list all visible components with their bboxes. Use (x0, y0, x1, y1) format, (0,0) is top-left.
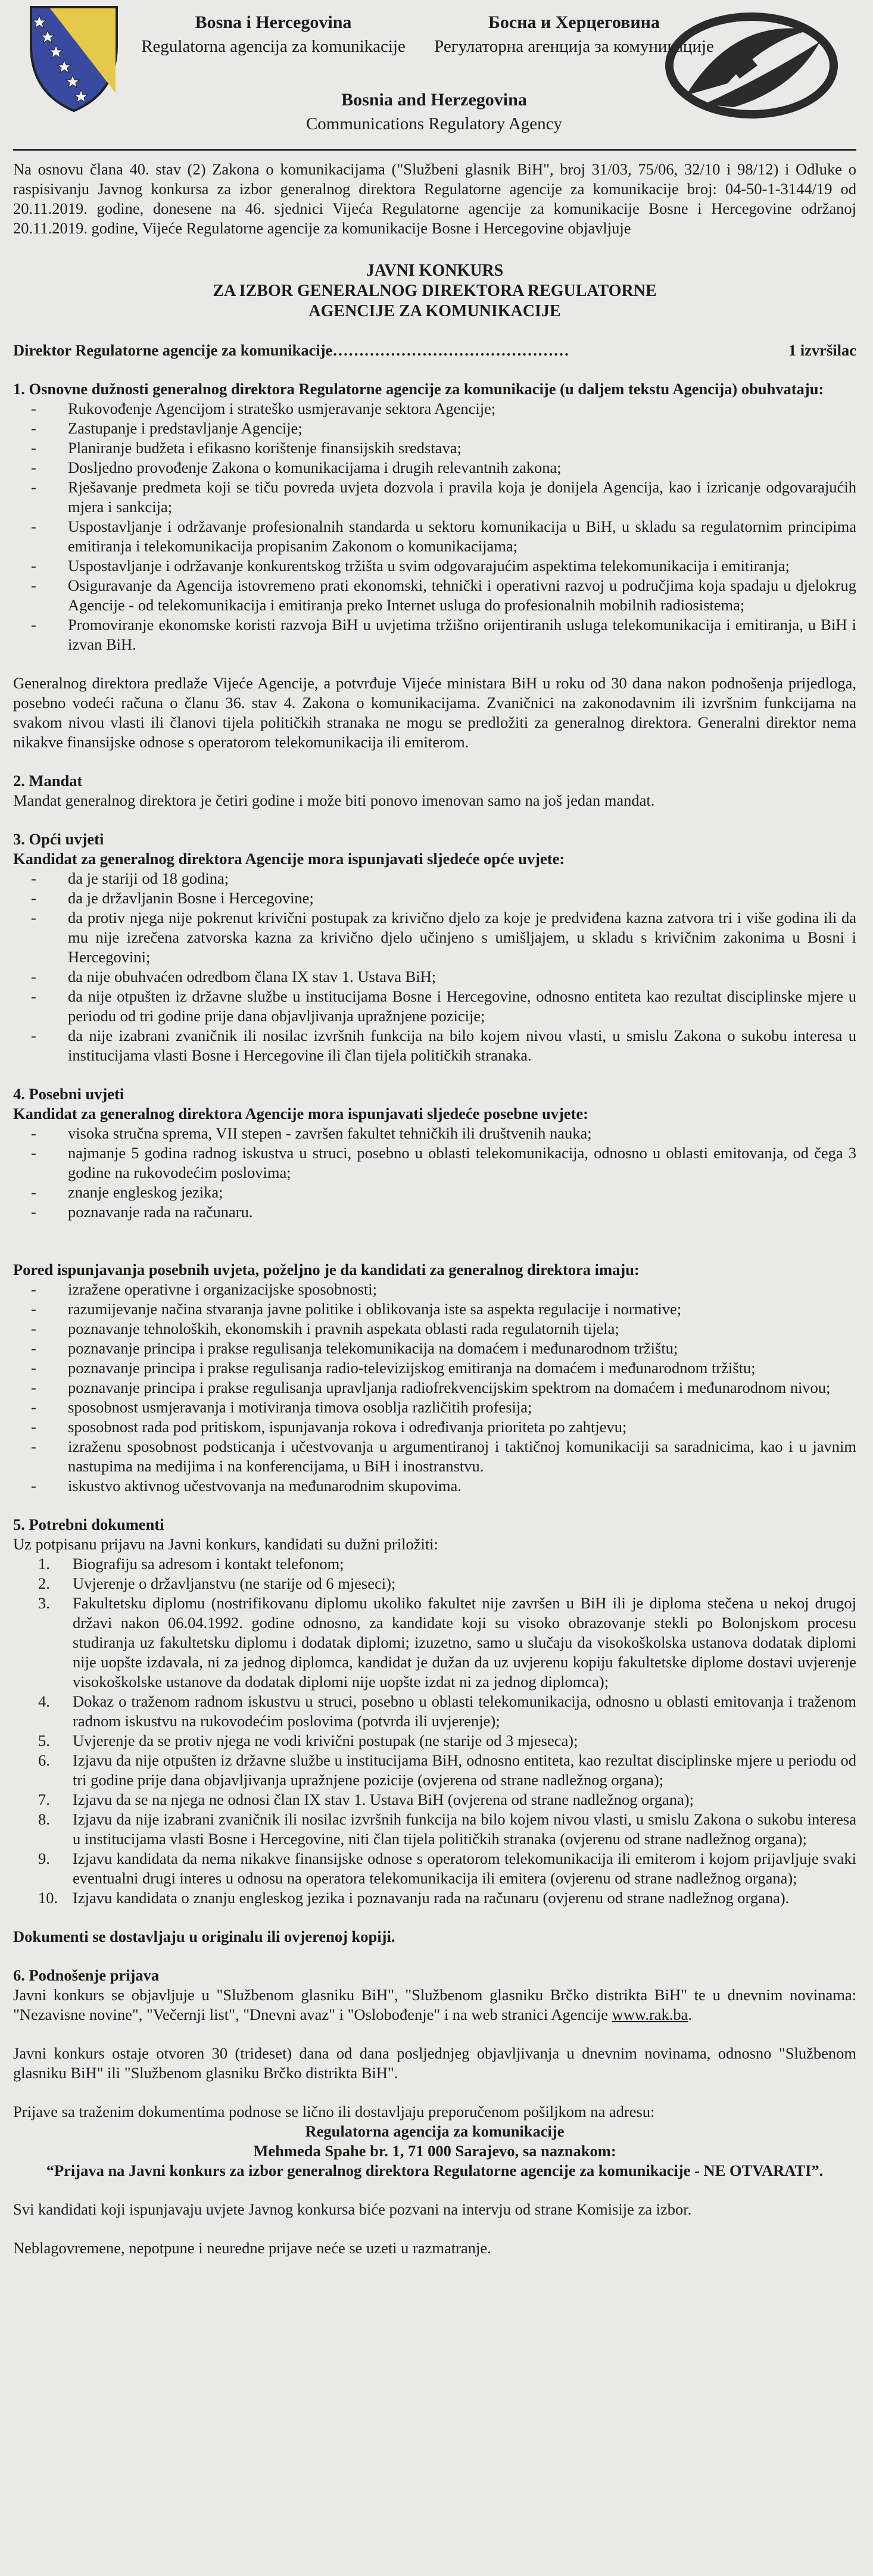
section-5-list (13, 1554, 856, 1908)
header-divider (13, 149, 856, 151)
item-number: 9. (38, 1850, 50, 1867)
section-3-list (13, 869, 856, 1065)
desirable-list (13, 1280, 856, 1496)
list-item: - poznavanje tehnoloških, ekonomskih i pravnih aspekata oblasti rada regulatornih tijela; (68, 1319, 856, 1339)
title-line-1: JAVNI KONKURS (366, 261, 504, 280)
document-body (13, 160, 856, 2258)
section-4-heading: 4. Posebni uvjeti (13, 1085, 124, 1103)
item-text: Uvjerenje da se protiv njega ne vodi krivični postupak (ne starije od 3 mjeseca); (73, 1732, 578, 1749)
bih-coat-of-arms-icon (26, 4, 121, 114)
section-5-heading: 5. Potrebni dokumenti (13, 1515, 164, 1533)
list-item: - poznavanje principa i prakse regulisanja telekomunikacija na domaćem i međunarodnom tržištu; (68, 1339, 856, 1358)
list-item (38, 1554, 856, 1574)
agency-name-latin: Regulatorna agencija za komunikacije (141, 37, 406, 56)
document-title (13, 261, 856, 322)
documents-note: Dokumenti se dostavljaju u originalu ili ovjerenoj kopiji. (13, 1928, 395, 1945)
list-item (38, 1692, 856, 1731)
item-text: Izjavu da nije otpušten iz državne službe u institucijama BiH, odnosno entiteta, kao rezultat disciplinske mjere u periodu od tri godine prije dana objavljivanja upražnjene pozicije (ovjerena od strane nadležnog organa); (73, 1751, 856, 1789)
item-number: 1. (38, 1555, 50, 1573)
list-item: - Promoviranje ekonomske koristi razvoja BiH u uvjetima tržišno orijentiranih usluga telekomunikacija i emitiranja, u BiH i izvan BiH. (68, 615, 856, 654)
item-number: 4. (38, 1692, 50, 1710)
item-number: 7. (38, 1791, 50, 1808)
section-4-list (13, 1124, 856, 1222)
list-item: - sposobnost rada pod pritiskom, ispunjavanja rokova i određivanja prioriteta po zahtjevu; (68, 1417, 856, 1437)
section-6-paragraph-2: Javni konkurs ostaje otvoren 30 (trideset) dana od dana posljednjeg objavljivanja u dnevnim novinama, odnosno "Službenom glasniku BiH" ili "Službenom glasniku Brčko distrikta BiH". (13, 2044, 856, 2082)
list-item (38, 1888, 856, 1908)
list-item: - da nije izabrani zvaničnik ili nosilac izvršnih funkcija na bilo kojem nivou vlasti, u smislu Zakona o sukobu interesa u institucijama vlasti Bosne i Hercegovine ili član tijela političkih stranaka. (68, 1026, 856, 1065)
letterhead (13, 0, 856, 137)
list-item: - razumijevanje načina stvaranja javne politike i oblikovanja iste sa aspekta regulacije i normative; (68, 1299, 856, 1319)
agency-name-english: Communications Regulatory Agency (305, 114, 563, 133)
list-item (38, 1751, 856, 1790)
section-2-heading: 2. Mandat (13, 772, 83, 790)
list-item (38, 1593, 856, 1692)
list-item: - Dosljedno provođenje Zakona o komunikacijama i drugih relevantnih zakona; (68, 458, 856, 478)
list-item: - Uspostavljanje i održavanje konkurentskog tržišta u svim odgovarajućim aspektima telekomunikacija i emitiranja; (68, 556, 856, 576)
section-6-paragraph-3: Prijave sa traženim dokumentima podnose se lično ili dostavljaju preporučenom pošiljkom na adresu: (13, 2103, 655, 2120)
address-block (13, 2122, 856, 2181)
list-item: - da je stariji od 18 godina; (68, 869, 856, 888)
address-line-3: “Prijava na Javni konkurs za izbor generalnog direktora Regulatorne agencije za komunikacije - NE OTVARATI”. (46, 2162, 824, 2179)
desirable-heading: Pored ispunjavanja posebnih uvjeta, poželjno je da kandidati za generalnog direktora imaju: (13, 1261, 640, 1278)
list-item: - da nije otpušten iz državne službe u institucijama Bosne i Hercegovine, odnosno entiteta kao rezultat disciplinske mjere u periodu od tri godine prije dana objavljivanja upražnjene pozicije; (68, 987, 856, 1026)
address-line-2: Mehmeda Spahe br. 1, 71 000 Sarajevo, sa naznakom: (253, 2142, 616, 2160)
section-6-paragraph-1 (13, 1985, 856, 2025)
section-2-text: Mandat generalnog direktora je četiri godine i može biti ponovo imenovan samo na još jedan mandat. (13, 791, 655, 809)
country-name-cyrillic: Босна и Херцеговина (488, 13, 660, 32)
list-item (38, 1849, 856, 1888)
section-6-heading: 6. Podnošenje prijava (13, 1966, 160, 1984)
list-item: - najmanje 5 godina radnog iskustva u struci, posebno u oblasti telekomunikacija, odnosno u oblasti emitovanja, od čega 3 godine na rukovodećim poslovima; (68, 1143, 856, 1183)
header-latin-block (139, 11, 407, 58)
section-3-heading: 3. Opći uvjeti (13, 830, 104, 848)
section-1-paragraph: Generalnog direktora predlaže Vijeće Agencije, a potvrđuje Vijeće ministara BiH u roku od 30 dana nakon podnošenja prijedloga, posebno vodeći računa o članu 36. stav 4. Zakona o komunikacijama. Zvaničnici na zakonodavnim ili izvršnim funkcijama na svakom nivou vlasti ili članovi tijela političkih stranaka ne mogu se predložiti za generalnog direktora. Generalni direktor nema nikakve finansijske odnose s operatorom telekomunikacija ili emiterom. (13, 674, 856, 751)
item-text: Izjavu da nije izabrani zvaničnik ili nosilac izvršnih funkcija na bilo kojem nivou vlasti, u smislu Zakona o sukobu interesa u institucijama vlasti Bosne i Hercegovine, niti član tijela političkih stranaka (ovjerenu od strane nadležnog organa); (73, 1810, 856, 1848)
list-item: - Rukovođenje Agencijom i strateško usmjeravanje sektora Agencije; (68, 399, 856, 419)
item-text: Uvjerenje o državljanstvu (ne starije od 6 mjeseci); (73, 1574, 396, 1592)
list-item: - da protiv njega nije pokrenut krivični postupak za krivično djelo za koje je predviđena kazna zatvora tri i više godina ili da mu nije izrečena zatvorska kazna za krivično djelo učinjeno s umišljajem, u skladu s krivičnim zakonima u Bosni i Hercegovini; (68, 908, 856, 967)
position-label: Direktor Regulatorne agencije za komunikacije……………………………………… (13, 341, 569, 359)
list-item: - Uspostavljanje i održavanje profesionalnih standarda u sektoru komunikacija u BiH, u skladu sa regulatornim principima emitiranja i telekomunikacija propisanim Zakonom o komunikacijama; (68, 517, 856, 556)
address-line-1: Regulatorna agencija za komunikacije (305, 2122, 565, 2140)
position-line (13, 341, 856, 360)
paragraph-text: Javni konkurs se objavljuje u "Službenom glasniku BiH", "Službenom glasniku Brčko distrikta BiH" te u dnevnim novinama: "Nezavisne novine", "Večernji list", "Dnevni avaz" i "Oslobođenje" i na web stranici Agencije (13, 1986, 856, 2023)
header-english-block (139, 88, 729, 136)
list-item (38, 1731, 856, 1751)
item-text: Dokaz o traženom radnom iskustvu u struci, posebno u oblasti telekomunikacija, odnosno u oblasti emitovanja i traženom radnom iskustvu na rukovodećim poslovima (potvrda ili uvjerenje); (73, 1692, 856, 1730)
item-number: 6. (38, 1751, 50, 1769)
list-item (38, 1574, 856, 1593)
item-text: Izjavu da se na njega ne odnosi član IX stav 1. Ustava BiH (ovjerena od strane nadležnog organa); (73, 1791, 694, 1808)
list-item: - Planiranje budžeta i efikasno korištenje finansijskih sredstava; (68, 438, 856, 458)
section-1-list (13, 399, 856, 654)
section-4-subheading: Kandidat za generalnog direktora Agencije mora ispunjavati sljedeće posebne uvjete: (13, 1105, 588, 1122)
country-name-latin: Bosna i Hercegovina (195, 13, 352, 32)
list-item (38, 1790, 856, 1810)
paragraph-text-end: . (688, 2006, 693, 2023)
position-count: 1 izvršilac (788, 341, 856, 359)
item-number: 10. (38, 1889, 58, 1907)
list-item: - iskustvo aktivnog učestvovanja na međunarodnim skupovima. (68, 1476, 856, 1496)
list-item: - sposobnost usmjeravanja i motiviranja timova osoblja različitih profesija; (68, 1398, 856, 1417)
website-link[interactable]: www.rak.ba (612, 2006, 688, 2023)
country-name-english: Bosnia and Herzegovina (341, 90, 527, 110)
list-item (38, 1810, 856, 1849)
list-item: - da je državljanin Bosne i Hercegovine; (68, 888, 856, 908)
item-number: 3. (38, 1594, 50, 1612)
item-number: 5. (38, 1732, 50, 1749)
list-item: - Rješavanje predmeta koji se tiču povreda uvjeta dozvola i pravila koja je donijela Agencija, kao i izricanje odgovarajućih mjera i sankcija; (68, 478, 856, 517)
title-line-2: ZA IZBOR GENERALNOG DIREKTORA REGULATORNE (213, 282, 657, 300)
item-text: Izjavu kandidata o znanju engleskog jezika i poznavanju rada na računaru (ovjerenu od strane nadležnog organa). (73, 1889, 790, 1907)
list-item: - poznavanje rada na računaru. (68, 1202, 856, 1222)
list-item: - visoka stručna sprema, VII stepen - završen fakultet tehničkih ili društvenih nauka; (68, 1124, 856, 1143)
cra-logo-icon (662, 6, 841, 125)
list-item: - da nije obuhvaćen odredbom člana IX stav 1. Ustava BiH; (68, 967, 856, 987)
list-item: - znanje engleskog jezika; (68, 1183, 856, 1202)
section-3-subheading: Kandidat za generalnog direktora Agencije mora ispunjavati sljedeće opće uvjete: (13, 850, 565, 868)
item-text: Biografiju sa adresom i kontakt telefonom; (73, 1555, 344, 1573)
item-number: 2. (38, 1574, 50, 1592)
intro-paragraph: Na osnovu člana 40. stav (2) Zakona o komunikacijama ("Službeni glasnik BiH", broj 31/03, 75/06, 32/10 i 98/12) i Odluke o raspisivanju Javnog konkursa za izbor generalnog direktora Regulatorne agencije za komunikacije broj: 04-50-1-3144/19 od 20.11.2019. godine, donesene na 46. sjednici Vijeća Regulatorne agencije za komunikacije Bosne i Hercegovine održanoj 20.11.2019. godine, Vijeće Regulatorne agencije za komunikacije Bosne i Hercegovine objavljuje (13, 160, 856, 237)
item-text: Izjavu kandidata da nema nikakve finansijske odnose s operatorom telekomunikacija ili emiterom i kojom prijavljuje svaki eventualni drugi interes u odnosu na operatora telekomunikacija ili emitera (ovjerenu od strane nadležnog organa); (73, 1850, 856, 1887)
list-item: - poznavanje principa i prakse regulisanja radio-televizijskog emitiranja na domaćem i međunarodnom tržištu; (68, 1358, 856, 1378)
item-number: 8. (38, 1810, 50, 1828)
list-item: - poznavanje principa i prakse regulisanja upravljanja radiofrekvencijskim spektrom na domaćem i međunarodnom nivou; (68, 1378, 856, 1398)
list-item: - izraženu sposobnost podsticanja i učestvovanja u argumentiranoj i taktičnoj komunikaciji sa saradnicima, kao i u javnim nastupima na medijima i na konferencijama, u BiH i inostranstvu. (68, 1437, 856, 1476)
list-item: - Osiguravanje da Agencija istovremeno prati ekonomski, tehnički i operativni razvoj u područjima koja spadaju u djelokrug Agencije - od telekomunikacija i emitiranja preko Internet usluga do profesionalnih mobilnih radiosistema; (68, 576, 856, 615)
list-item: - izražene operativne i organizacijske sposobnosti; (68, 1280, 856, 1299)
title-line-3: AGENCIJE ZA KOMUNIKACIJE (308, 302, 561, 320)
item-text: Fakultetsku diplomu (nostrifikovanu diplomu ukoliko fakultet nije završen u BiH ili je diploma stečena u nekoj drugoj državi nakon 06.04.1992. godine odnosno, za kandidate koji su visoko obrazovanje stekli po Bolonjskom procesu studiranja uz fakultetsku diplomu i dodatak diplomi; izuzetno, samo u slučaju da visokoškolska ustanova dodatak diplomi nije uopšte izdavala, ni za jednog diplomca, kandidat je dužan da uz uvjerenu kopiju fakultetske diplome dostavi uvjerenje visokoškolske ustanove da dodatak diplomi nije uopšte izdat ni za jednog diplomca); (73, 1594, 856, 1691)
section-5-lead: Uz potpisanu prijavu na Javni konkurs, kandidati su dužni priložiti: (13, 1535, 438, 1553)
list-item: - Zastupanje i predstavljanje Agencije; (68, 419, 856, 438)
section-1-heading: 1. Osnovne dužnosti generalnog direktora Regulatorne agencije za komunikacije (u daljem tekstu Agencija) obuhvataju: (13, 380, 824, 398)
section-6-paragraph-5: Neblagovremene, nepotpune i neuredne prijave neće se uzeti u razmatranje. (13, 2239, 491, 2257)
agency-name-cyrillic: Регулаторна агенција за комуникације (434, 37, 714, 56)
section-6-paragraph-4: Svi kandidati koji ispunjavaju uvjete Javnog konkursa biće pozvani na intervju od strane Komisije za izbor. (13, 2200, 692, 2218)
